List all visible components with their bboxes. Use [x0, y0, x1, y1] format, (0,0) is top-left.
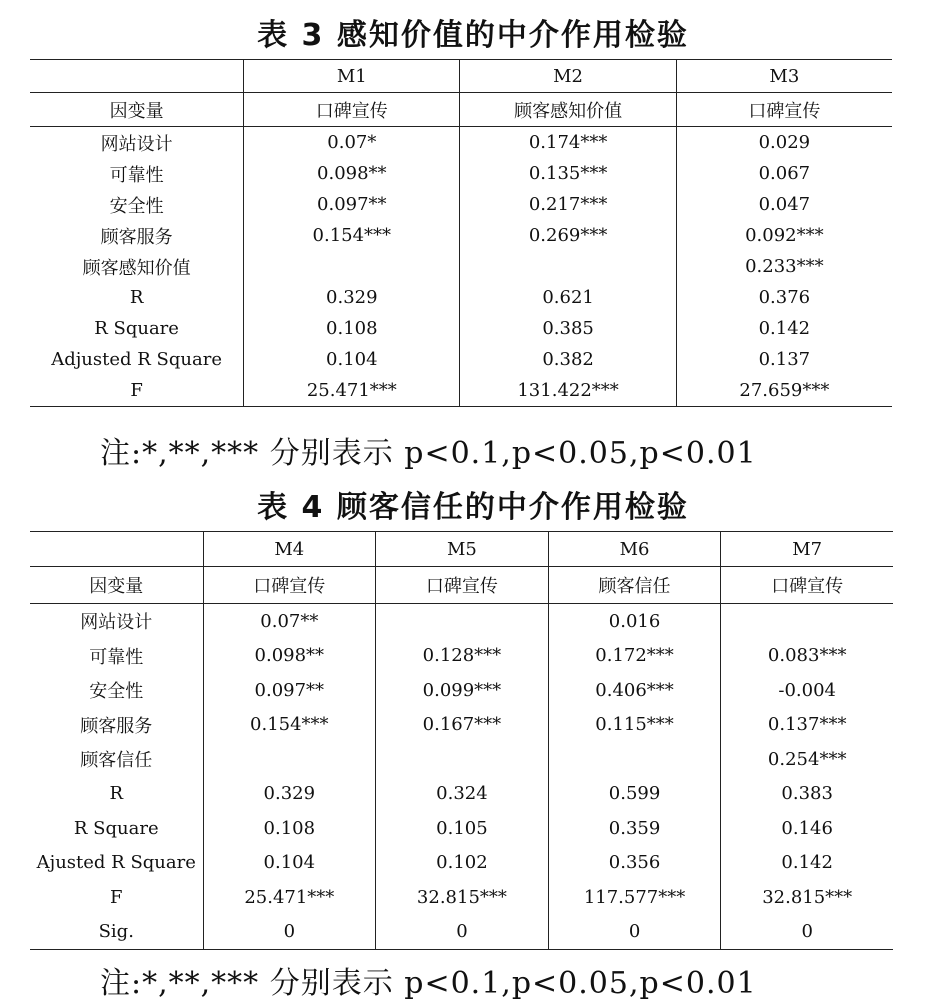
table3	[30, 59, 892, 407]
table3-model-header: M1	[244, 60, 460, 93]
row-label: Sig.	[30, 915, 203, 950]
cell-value: 32.815***	[376, 880, 549, 915]
row-label: F	[110, 886, 123, 908]
cell-value: 27.659***	[676, 375, 892, 407]
cell-value: 0.217***	[460, 189, 676, 220]
cell-value	[244, 251, 460, 282]
cell-value: 0.016	[548, 604, 721, 639]
cell-value: 0.324	[376, 777, 549, 812]
row-label: 网站设计	[100, 133, 173, 155]
cell-value: 0.098**	[203, 639, 376, 674]
cell-value: 0.356	[548, 846, 721, 881]
table3-corner-cell	[30, 60, 244, 93]
row-label: R Square	[73, 817, 159, 839]
table-row	[30, 127, 892, 159]
row-label: R	[129, 287, 144, 308]
cell-value: 0.142	[721, 846, 893, 881]
table-row	[30, 846, 893, 881]
cell-value: 0.067	[676, 158, 892, 189]
table-row	[30, 220, 892, 251]
table3-title: 表 3 感知价值的中介作用检验	[257, 18, 689, 53]
table-row	[30, 880, 893, 915]
table4-dv-cell: 口碑宣传	[376, 567, 549, 604]
table-row	[30, 251, 892, 282]
table3-model-row	[30, 60, 892, 93]
cell-value: 0.128***	[376, 639, 549, 674]
table4-dv-cell: 顾客信任	[548, 567, 721, 604]
table4-model-header: M5	[376, 532, 549, 567]
table3-note: 注:*,**,*** 分别表示 p<0.1,p<0.05,p<0.01	[100, 436, 757, 471]
table-row	[30, 158, 892, 189]
row-label: 顾客服务	[80, 715, 153, 737]
cell-value	[376, 604, 549, 639]
row-label: 安全性	[109, 195, 164, 217]
cell-value: 0.254***	[721, 742, 893, 777]
table4-note: 注:*,**,*** 分别表示 p<0.1,p<0.05,p<0.01	[100, 966, 757, 1001]
cell-value: 0.382	[460, 344, 676, 375]
table3-dv-row	[30, 93, 892, 127]
table3-dv-cell: 口碑宣传	[244, 93, 460, 127]
table-row	[30, 282, 892, 313]
cell-value: 0.154***	[203, 708, 376, 743]
cell-value: 0.108	[244, 313, 460, 344]
table-row	[30, 915, 893, 950]
cell-value: 0.154***	[244, 220, 460, 251]
cell-value: 0.146	[721, 811, 893, 846]
cell-value: 0.104	[203, 846, 376, 881]
cell-value: 0.137***	[721, 708, 893, 743]
cell-value: 0.137	[676, 344, 892, 375]
cell-value	[721, 604, 893, 639]
cell-value: 0.329	[244, 282, 460, 313]
table-row	[30, 811, 893, 846]
cell-value: 0.092***	[676, 220, 892, 251]
table4-title: 表 4 顾客信任的中介作用检验	[257, 490, 689, 525]
row-label: F	[30, 375, 244, 407]
cell-value: 0.104	[244, 344, 460, 375]
cell-value	[203, 742, 376, 777]
row-label: 顾客服务	[100, 226, 173, 248]
cell-value: 0	[721, 915, 893, 950]
cell-value: 0.174***	[460, 127, 676, 159]
cell-value: 0.167***	[376, 708, 549, 743]
table-row	[30, 604, 893, 639]
table4-corner-cell	[30, 532, 203, 567]
table-row	[30, 313, 892, 344]
cell-value: 0.329	[203, 777, 376, 812]
cell-value	[548, 742, 721, 777]
cell-value: 0.105	[376, 811, 549, 846]
row-label: 可靠性	[89, 646, 144, 668]
cell-value: 0.097**	[244, 189, 460, 220]
table4-dv-cell: 口碑宣传	[721, 567, 893, 604]
cell-value: 0.029	[676, 127, 892, 159]
table-row	[30, 639, 893, 674]
cell-value: 0.102	[376, 846, 549, 881]
table3-dv-cell: 口碑宣传	[676, 93, 892, 127]
row-label: 顾客感知价值	[82, 257, 191, 279]
cell-value: 0.599	[548, 777, 721, 812]
cell-value: -0.004	[721, 673, 893, 708]
cell-value	[460, 251, 676, 282]
row-label: Ajusted R Square	[36, 852, 196, 874]
cell-value	[376, 742, 549, 777]
cell-value: 25.471***	[244, 375, 460, 407]
cell-value: 131.422***	[460, 375, 676, 407]
table4-dv-cell: 口碑宣传	[203, 567, 376, 604]
cell-value: 0.135***	[460, 158, 676, 189]
table3-dv-label: 因变量	[30, 93, 244, 127]
cell-value: 0.097**	[203, 673, 376, 708]
cell-value: 0.172***	[548, 639, 721, 674]
table-row	[30, 375, 892, 407]
cell-value: 0.621	[460, 282, 676, 313]
cell-value: 0.385	[460, 313, 676, 344]
cell-value: 0.07**	[203, 604, 376, 639]
table4-model-header: M6	[548, 532, 721, 567]
cell-value: 0	[548, 915, 721, 950]
table4	[30, 531, 893, 950]
cell-value: 117.577***	[548, 880, 721, 915]
cell-value: 32.815***	[721, 880, 893, 915]
row-label: R Square	[94, 318, 179, 339]
cell-value: 0.269***	[460, 220, 676, 251]
cell-value: 0	[203, 915, 376, 950]
cell-value: 0.047	[676, 189, 892, 220]
table-row	[30, 742, 893, 777]
row-label: 可靠性	[109, 164, 164, 186]
table-row	[30, 777, 893, 812]
table3-model-header: M3	[676, 60, 892, 93]
row-label: Adjusted R Square	[51, 349, 222, 370]
cell-value: 0.406***	[548, 673, 721, 708]
table-row	[30, 673, 893, 708]
cell-value: 0.233***	[676, 251, 892, 282]
table-row	[30, 189, 892, 220]
table-row	[30, 344, 892, 375]
row-label: 安全性	[89, 681, 144, 703]
row-label: 顾客信任	[80, 750, 153, 772]
table4-model-header: M4	[203, 532, 376, 567]
row-label: 网站设计	[80, 612, 153, 634]
cell-value: 0.115***	[548, 708, 721, 743]
table3-dv-cell: 顾客感知价值	[460, 93, 676, 127]
cell-value: 0.083***	[721, 639, 893, 674]
table4-dv-row	[30, 567, 893, 604]
table3-model-header: M2	[460, 60, 676, 93]
cell-value: 0.108	[203, 811, 376, 846]
table4-model-header: M7	[721, 532, 893, 567]
cell-value: 0.359	[548, 811, 721, 846]
cell-value: 0.07*	[244, 127, 460, 159]
cell-value: 0.142	[676, 313, 892, 344]
table-row	[30, 708, 893, 743]
cell-value: 0.098**	[244, 158, 460, 189]
cell-value: 0.383	[721, 777, 893, 812]
row-label: R	[109, 783, 124, 805]
table4-dv-label: 因变量	[30, 567, 203, 604]
cell-value: 0.376	[676, 282, 892, 313]
table4-model-row	[30, 532, 893, 567]
cell-value: 25.471***	[203, 880, 376, 915]
cell-value: 0.099***	[376, 673, 549, 708]
cell-value: 0	[376, 915, 549, 950]
